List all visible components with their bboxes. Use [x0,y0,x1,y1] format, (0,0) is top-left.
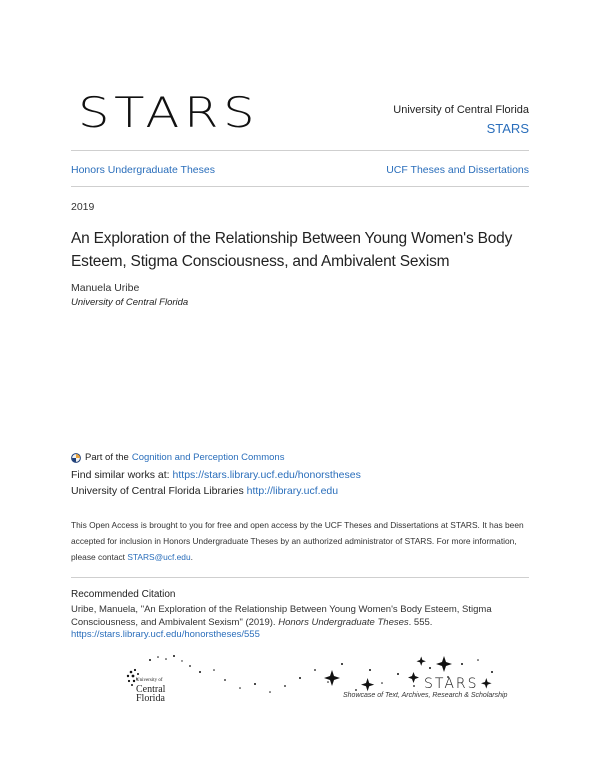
university-name: University of Central Florida [393,104,529,116]
title-line-1: An Exploration of the Relationship Between Young Women's Body [71,230,513,247]
citation-body: Uribe, Manuela, "An Exploration of the Relationship Between Young Women's Body Esteem, Stigma Consciousness, and Ambivalent Sexism" (2019). [71,604,492,628]
recommended-citation-heading: Recommended Citation [71,589,176,600]
similar-works-line [71,469,361,481]
footer-stars-logo: STARS [424,676,479,692]
author-name: Manuela Uribe [71,282,140,294]
honors-theses-link[interactable]: Honors Undergraduate Theses [71,164,215,176]
title-line-2: Esteem, Stigma Consciousness, and Ambivalent Sexism [71,253,450,270]
document-title [71,227,541,273]
ucf-university-of: University of [136,678,163,683]
contact-email-link[interactable]: STARS@ucf.edu [127,552,191,562]
similar-prefix: Find similar works at: [71,469,170,481]
citation-url-link[interactable]: https://stars.library.ucf.edu/honorstheses/555 [71,629,260,640]
ucf-theses-link[interactable]: UCF Theses and Dissertations [386,164,529,176]
divider-citation [71,577,529,578]
libraries-prefix: University of Central Florida Libraries [71,485,244,497]
network-icon [71,453,81,463]
ucf-wordmark [136,676,165,703]
ucf-florida: Florida [136,693,165,704]
open-access-end: . [190,552,193,562]
open-access-statement [71,517,531,565]
divider-top [71,150,529,151]
libraries-link[interactable]: http://library.ucf.edu [246,485,339,497]
author-affiliation: University of Central Florida [71,297,189,308]
ucf-central: Central [136,684,166,695]
open-access-text: This Open Access is brought to you for free and open access by the UCF Theses and Dissertations at STARS. It has been accepted for inclusion in Honors Undergraduate Theses by an authorized administrator of STARS. For more information, please contact [71,520,524,562]
citation-text [71,604,531,642]
stars-logo: STARS [78,88,260,137]
part-of-prefix: Part of the [85,452,129,463]
publication-year: 2019 [71,201,95,213]
citation-number: . 555. [408,616,433,628]
part-of-line [71,452,284,463]
divider-collections [71,186,529,187]
stars-repository-link[interactable]: STARS [486,121,529,136]
citation-series: Honors Undergraduate Theses [278,616,409,628]
footer-tagline: Showcase of Text, Archives, Research & Scholarship [343,692,508,699]
libraries-line [71,485,338,497]
cognition-commons-link[interactable]: Cognition and Perception Commons [131,452,285,463]
similar-works-link[interactable]: https://stars.library.ucf.edu/honorstheses [172,469,361,481]
